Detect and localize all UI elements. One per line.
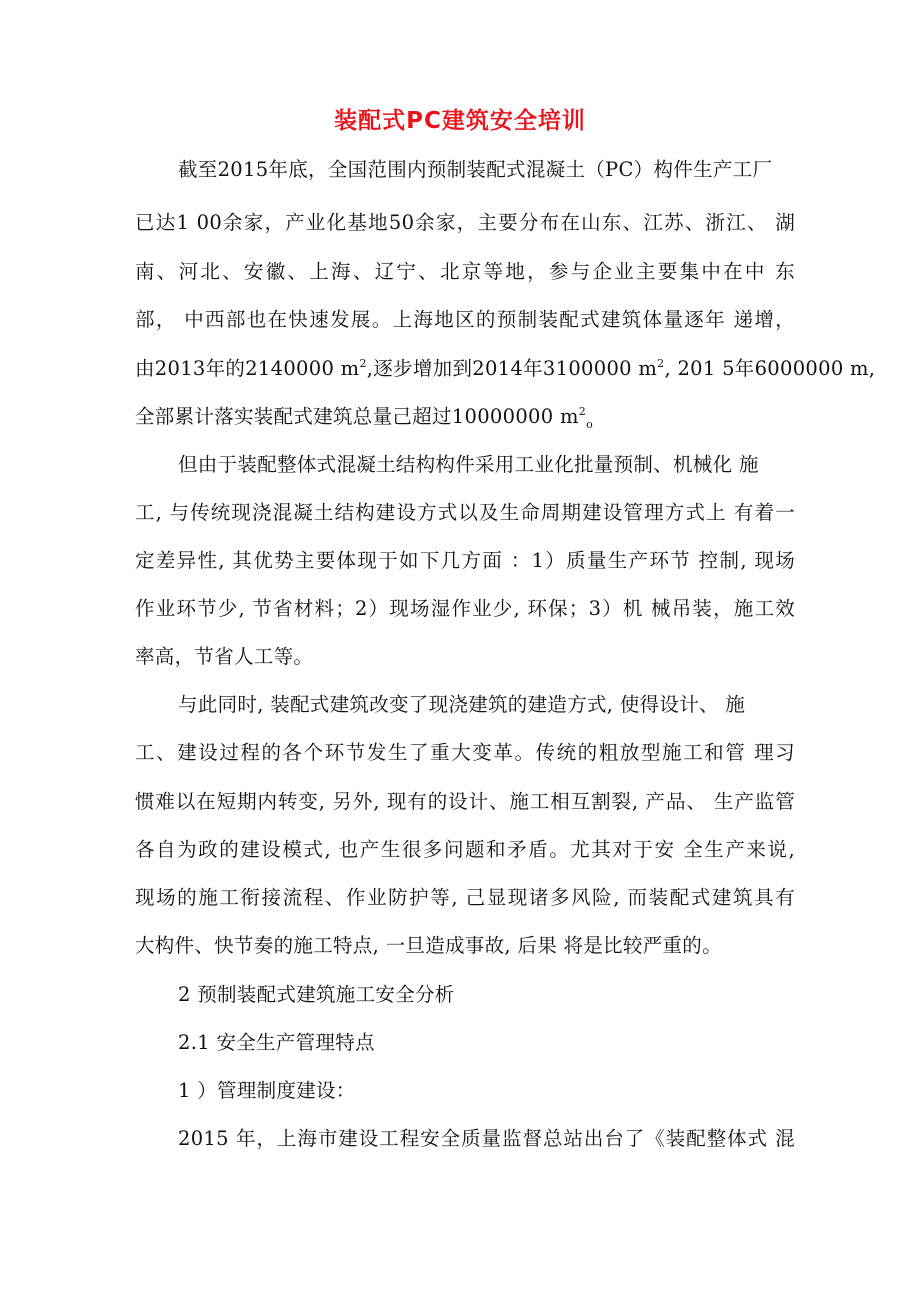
paragraph-4-line-1: 2015 年，上海市建设工程安全质量监督总站出台了《装配整体式 混 (178, 1127, 795, 1150)
area-2014-text: ,逐步增加到2014年3100000 m (366, 357, 658, 380)
paragraph-2-line-1: 但由于装配整体式混凝土结构构件采用工业化批量预制、机械化 施 (178, 453, 759, 476)
paragraph-1-line-1: 截至2015年底，全国范围内预制装配式混凝土（PC）构件生产工厂 (178, 158, 773, 181)
paragraph-3-line-6: 大构件、快节奏的施工特点, 一旦造成事故, 后果 将是比较严重的。 (135, 934, 722, 957)
paragraph-3-line-1: 与此同时, 装配式建筑改变了现浇建筑的建造方式, 使得设计、 施 (178, 693, 746, 716)
paragraph-2-line-4: 作业环节少, 节省材料；2）现场湿作业少, 环保；3）机 械吊装，施工效 (135, 597, 795, 620)
superscript-2: 2 (657, 357, 665, 370)
superscript-2: 2 (359, 357, 367, 370)
paragraph-1-line-5 (135, 357, 875, 381)
list-item-1: 1 ）管理制度建设： (178, 1079, 356, 1102)
total-area-text: 全部累计落实装配式建筑总量己超过10000000 m (135, 405, 579, 428)
paragraph-2-line-5: 率高，节省人工等。 (135, 645, 314, 668)
subscript-o: o (586, 418, 593, 431)
area-2013-text: 由2013年的2140000 m (135, 357, 360, 380)
paragraph-1-line-3: 南、河北、安徽、上海、辽宁、北京等地，参与企业主要集中在中 东 (135, 260, 795, 283)
paragraph-3-line-3: 惯难以在短期内转变, 另外, 现有的设计、施工相互割裂, 产品、 生产监管 (135, 790, 795, 813)
section-heading-2: 2 预制装配式建筑施工安全分析 (178, 983, 455, 1006)
area-2015-text: , 201 5年6000000 m, (664, 357, 876, 380)
document-title: 装配式PC建筑安全培训 (334, 108, 586, 134)
paragraph-1-line-4: 部， 中西部也在快速发展。上海地区的预制装配式建筑体量逐年 递增， (135, 308, 795, 331)
section-heading-2-1: 2.1 安全生产管理特点 (178, 1031, 375, 1054)
paragraph-3-line-4: 各自为政的建设模式, 也产生很多问题和矛盾。尤其对于安 全生产来说, (135, 838, 795, 861)
paragraph-1-line-6 (135, 405, 593, 429)
paragraph-2-line-3: 定差异性, 其优势主要体现于如下几方面 ：1）质量生产环节 控制, 现场 (135, 549, 795, 572)
paragraph-1-line-2: 已达1 00余家，产业化基地50余家，主要分布在山东、江苏、浙江、 湖 (135, 211, 795, 234)
superscript-2: 2 (578, 405, 587, 418)
paragraph-3-line-2: 工、建设过程的各个环节发生了重大变革。传统的粗放型施工和管 理习 (135, 741, 795, 764)
paragraph-2-line-2: 工, 与传统现浇混凝土结构建设方式以及生命周期建设管理方式上 有着一 (135, 501, 795, 524)
paragraph-3-line-5: 现场的施工衔接流程、作业防护等, 己显现诸多风险, 而装配式建筑具有 (135, 886, 795, 909)
